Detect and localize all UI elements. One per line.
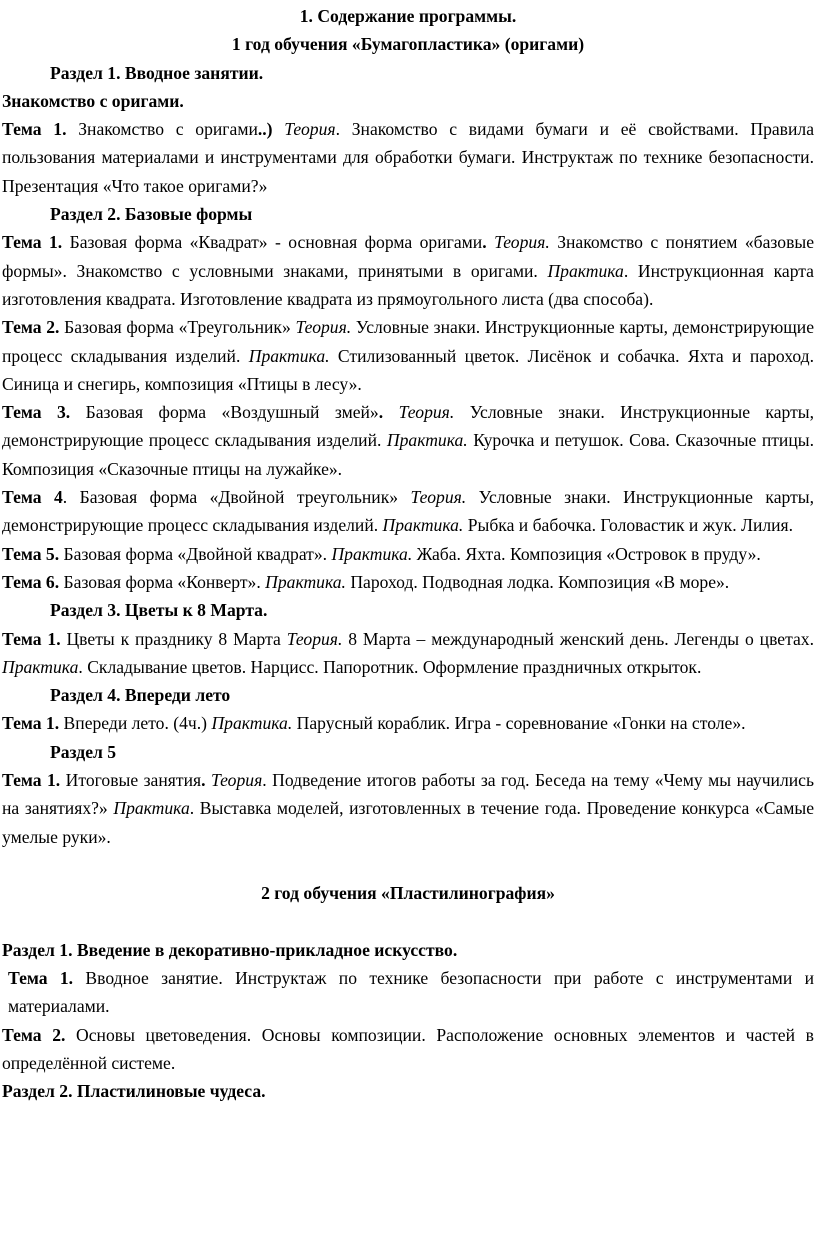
topic-paragraph: Тема 3. Базовая форма «Воздушный змей». Теория. Условные знаки. Инструкционные карты, демонстрирующие процесс складывания изделий. Практика. Курочка и петушок. Сова. Сказочные птицы. Композиция «Сказочные птицы на лужайке». — [2, 402, 814, 479]
year1-title: 1 год обучения «Бумагопластика» (оригами) — [231, 34, 585, 55]
section-subtitle: Знакомство с оригами. — [2, 90, 184, 111]
section-title: Раздел 2. Пластилиновые чудеса. — [2, 1081, 266, 1102]
topic-paragraph: Тема 1. Вводное занятие. Инструктаж по технике безопасности при работе с инструментами и материалами. — [8, 968, 814, 1017]
section-title: Раздел 1. Вводное занятии. — [50, 62, 264, 83]
document-page — [2, 2, 814, 1106]
section-title: Раздел 5 — [50, 741, 117, 762]
topic-paragraph: Тема 1. Итоговые занятия. Теория. Подведение итогов работы за год. Беседа на тему «Чему мы научились на занятиях?» Практика. Выставка моделей, изготовленных в течение года. Проведение конкурса «Самые умелые руки». — [2, 770, 815, 847]
topic-paragraph: Тема 4. Базовая форма «Двойной треугольник» Теория. Условные знаки. Инструкционные карты, демонстрирующие процесс складывания изделий. Практика. Рыбка и бабочка. Головастик и жук. Лилия. — [2, 487, 814, 536]
section-title: Раздел 3. Цветы к 8 Марта. — [50, 600, 268, 621]
section-title: Раздел 1. Введение в декоративно-прикладное искусство. — [2, 939, 458, 960]
program-heading: 1. Содержание программы. — [299, 6, 517, 26]
topic-paragraph: Тема 2. Базовая форма «Треугольник» Теория. Условные знаки. Инструкционные карты, демонстрирующие процесс складывания изделий. Практика. Стилизованный цветок. Лисёнок и собачка. Яхта и пароход. Синица и снегирь, композиция «Птицы в лесу». — [2, 317, 814, 394]
topic-paragraph: Тема 1. Впереди лето. (4ч.) Практика. Парусный кораблик. Игра - соревнование «Гонки на столе». — [2, 713, 746, 734]
topic-paragraph: Тема 2. Основы цветоведения. Основы композиции. Расположение основных элементов и частей в определённой системе. — [2, 1024, 814, 1073]
section-title: Раздел 2. Базовые формы — [50, 204, 253, 225]
topic-paragraph: Тема 1. Базовая форма «Квадрат» - основная форма оригами. Теория. Знакомство с понятием «базовые формы». Знакомство с условными знаками, принятыми в оригами. Практика. Инструкционная карта изготовления квадрата. Изготовление квадрата из прямоугольного листа (два способа). — [2, 232, 815, 309]
topic-paragraph: Тема 6. Базовая форма «Конверт». Практика. Пароход. Подводная лодка. Композиция «В море». — [2, 571, 730, 592]
blank-line — [2, 851, 814, 879]
blank-line — [2, 908, 814, 936]
section-title: Раздел 4. Впереди лето — [50, 685, 231, 706]
topic-paragraph: Тема 1. Знакомство с оригами..) Теория. Знакомство с видами бумаги и её свойствами. Правила пользования материалами и инструментами для обработки бумаги. Инструктаж по технике безопасности. Презентация «Что такое оригами?» — [2, 119, 814, 196]
year2-title: 2 год обучения «Пластилинография» — [261, 883, 555, 904]
topic-paragraph: Тема 5. Базовая форма «Двойной квадрат». Практика. Жаба. Яхта. Композиция «Островок в пруду». — [2, 543, 761, 564]
topic-paragraph: Тема 1. Цветы к празднику 8 Марта Теория. 8 Марта – международный женский день. Легенды о цветах. Практика. Складывание цветов. Нарцисс. Папоротник. Оформление праздничных открыток. — [2, 628, 814, 677]
